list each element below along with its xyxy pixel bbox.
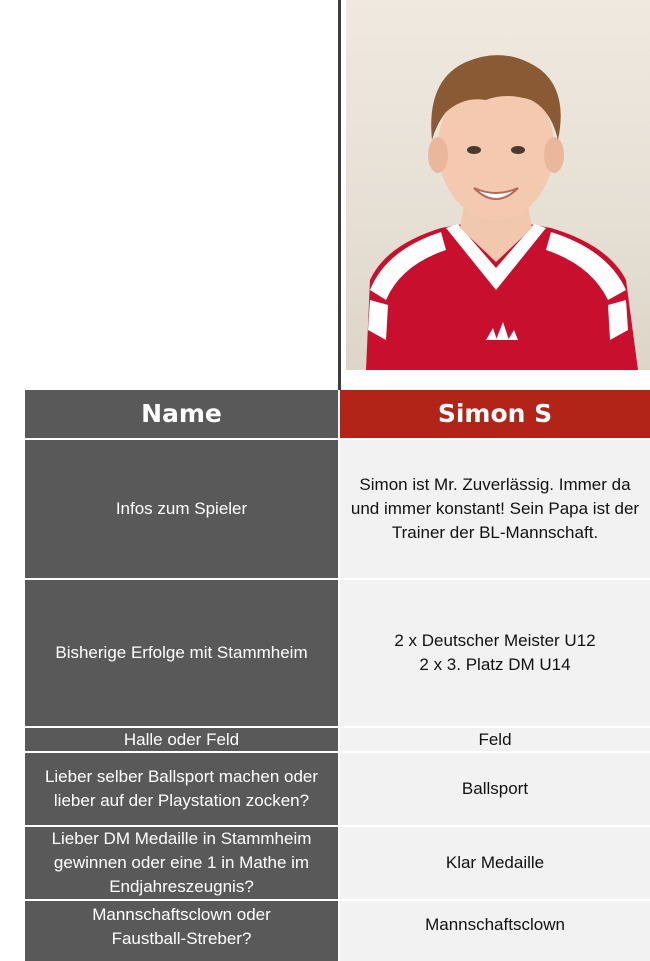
table-row	[25, 753, 650, 827]
row-value: Feld	[340, 728, 650, 751]
row-value: 2 x Deutscher Meister U12 2 x 3. Platz DM U14	[340, 580, 650, 726]
table-row	[25, 580, 650, 728]
row-value: Klar Medaille	[340, 827, 650, 899]
row-label: Infos zum Spieler	[25, 440, 340, 578]
row-value: Simon ist Mr. Zuverlässig. Immer da und immer konstant! Sein Papa ist der Trainer der BL-Mannschaft.	[340, 440, 650, 578]
row-label: Lieber DM Medaille in Stammheim gewinnen oder eine 1 in Mathe im Endjahreszeugnis?	[25, 827, 340, 899]
table-row	[25, 728, 650, 753]
row-value: Ballsport	[340, 753, 650, 825]
table-row	[25, 827, 650, 901]
table-row	[25, 901, 650, 961]
column-divider	[338, 0, 341, 390]
row-value: Mannschaftsclown	[340, 901, 650, 961]
row-label: Halle oder Feld	[25, 728, 340, 751]
name-header: Name	[25, 390, 340, 438]
player-info-table	[25, 390, 650, 948]
table-row	[25, 440, 650, 580]
row-label: Lieber selber Ballsport machen oder lieber auf der Playstation zocken?	[25, 753, 340, 825]
row-label: Bisherige Erfolge mit Stammheim	[25, 580, 340, 726]
player-name: Simon S	[340, 390, 650, 438]
player-photo	[346, 0, 650, 370]
row-label: Mannschaftsclown oder Faustball-Streber?	[25, 901, 340, 961]
table-header-row	[25, 390, 650, 440]
